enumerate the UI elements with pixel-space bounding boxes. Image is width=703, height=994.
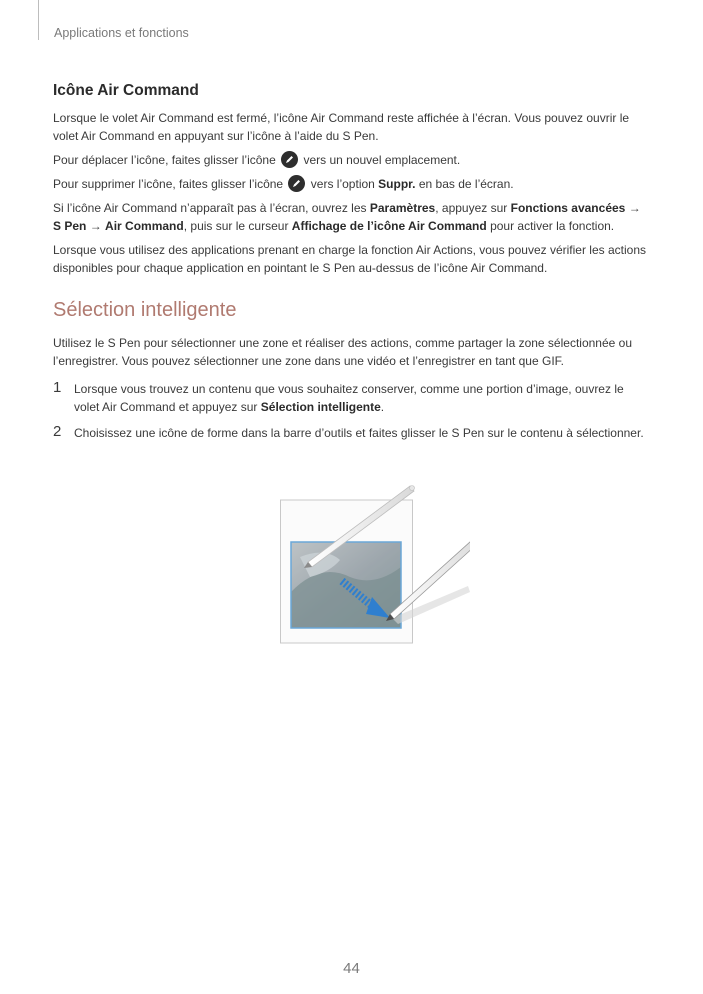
header-rule <box>38 0 39 40</box>
air-command-label: Air Command <box>105 219 184 233</box>
p2-text-before: Pour déplacer l’icône, faites glisser l’icône <box>53 153 276 167</box>
step-1-text: Lorsque vous trouvez un contenu que vous souhaitez conserver, comme une portion d’image, ouvrez le volet Air Command et appuyez sur <box>74 382 624 414</box>
p4-text-i: , puis sur le curseur <box>183 219 289 233</box>
step-1-text-end: . <box>380 400 385 414</box>
illustration-svg <box>280 482 470 644</box>
p4-text-k: pour activer la fonction. <box>490 219 615 233</box>
header-section-title: Applications et fonctions <box>54 26 189 40</box>
air-command-paragraph-4 <box>53 199 651 235</box>
air-command-icon-title: Icône Air Command <box>53 82 199 99</box>
arrow-separator: → <box>89 219 102 233</box>
air-command-pen-icon <box>288 175 305 192</box>
air-command-paragraph-5: Lorsque vous utilisez des applications prenant en charge la fonction Air Actions, vous pouvez vérifier les actions disponibles pour chaque application en pointant le S Pen au-dessus de l’icône Air Command. <box>53 243 647 275</box>
arrow-separator: → <box>628 201 641 215</box>
air-command-paragraph-2 <box>53 151 651 169</box>
advanced-features-label: Fonctions avancées <box>510 201 626 215</box>
s-pen-label: S Pen <box>53 219 87 233</box>
p4-text-c: , appuyez sur <box>435 201 508 215</box>
step-number: 2 <box>53 423 62 440</box>
p3-text-mid: vers l’option <box>310 177 375 191</box>
air-command-pen-icon <box>281 151 298 168</box>
page-number: 44 <box>343 960 360 977</box>
air-command-paragraph-1: Lorsque le volet Air Command est fermé, l’icône Air Command reste affichée à l’écran. Vous pouvez ouvrir le volet Air Command en appuyant sur l’icône à l’aide du S Pen. <box>53 111 630 143</box>
step-2-text: Choisissez une icône de forme dans la barre d’outils et faites glisser le S Pen sur le contenu à sélectionner. <box>74 426 644 440</box>
air-command-paragraph-3 <box>53 175 651 193</box>
p4-text-a: Si l’icône Air Command n’apparaît pas à l’écran, ouvrez les <box>53 201 367 215</box>
suppr-option-label: Suppr. <box>378 177 416 191</box>
smart-select-label: Sélection intelligente <box>260 400 381 414</box>
p2-text-after: vers un nouvel emplacement. <box>303 153 461 167</box>
settings-label: Paramètres <box>369 201 436 215</box>
step-number: 1 <box>53 379 62 396</box>
smart-select-illustration <box>280 482 470 644</box>
p3-text-before: Pour supprimer l’icône, faites glisser l’icône <box>53 177 284 191</box>
show-icon-switch-label: Affichage de l’icône Air Command <box>291 219 487 233</box>
smart-select-intro: Utilisez le S Pen pour sélectionner une zone et réaliser des actions, comme partager la zone sélectionnée ou l’enregistrer. Vous pouvez sélectionner une zone dans une vidéo et l’enregistrer en tant que GIF. <box>53 336 632 368</box>
smart-select-title: Sélection intelligente <box>53 299 237 321</box>
step-2 <box>53 424 651 442</box>
page-content <box>53 82 651 450</box>
p3-text-after: en bas de l’écran. <box>418 177 514 191</box>
step-1 <box>53 380 651 416</box>
